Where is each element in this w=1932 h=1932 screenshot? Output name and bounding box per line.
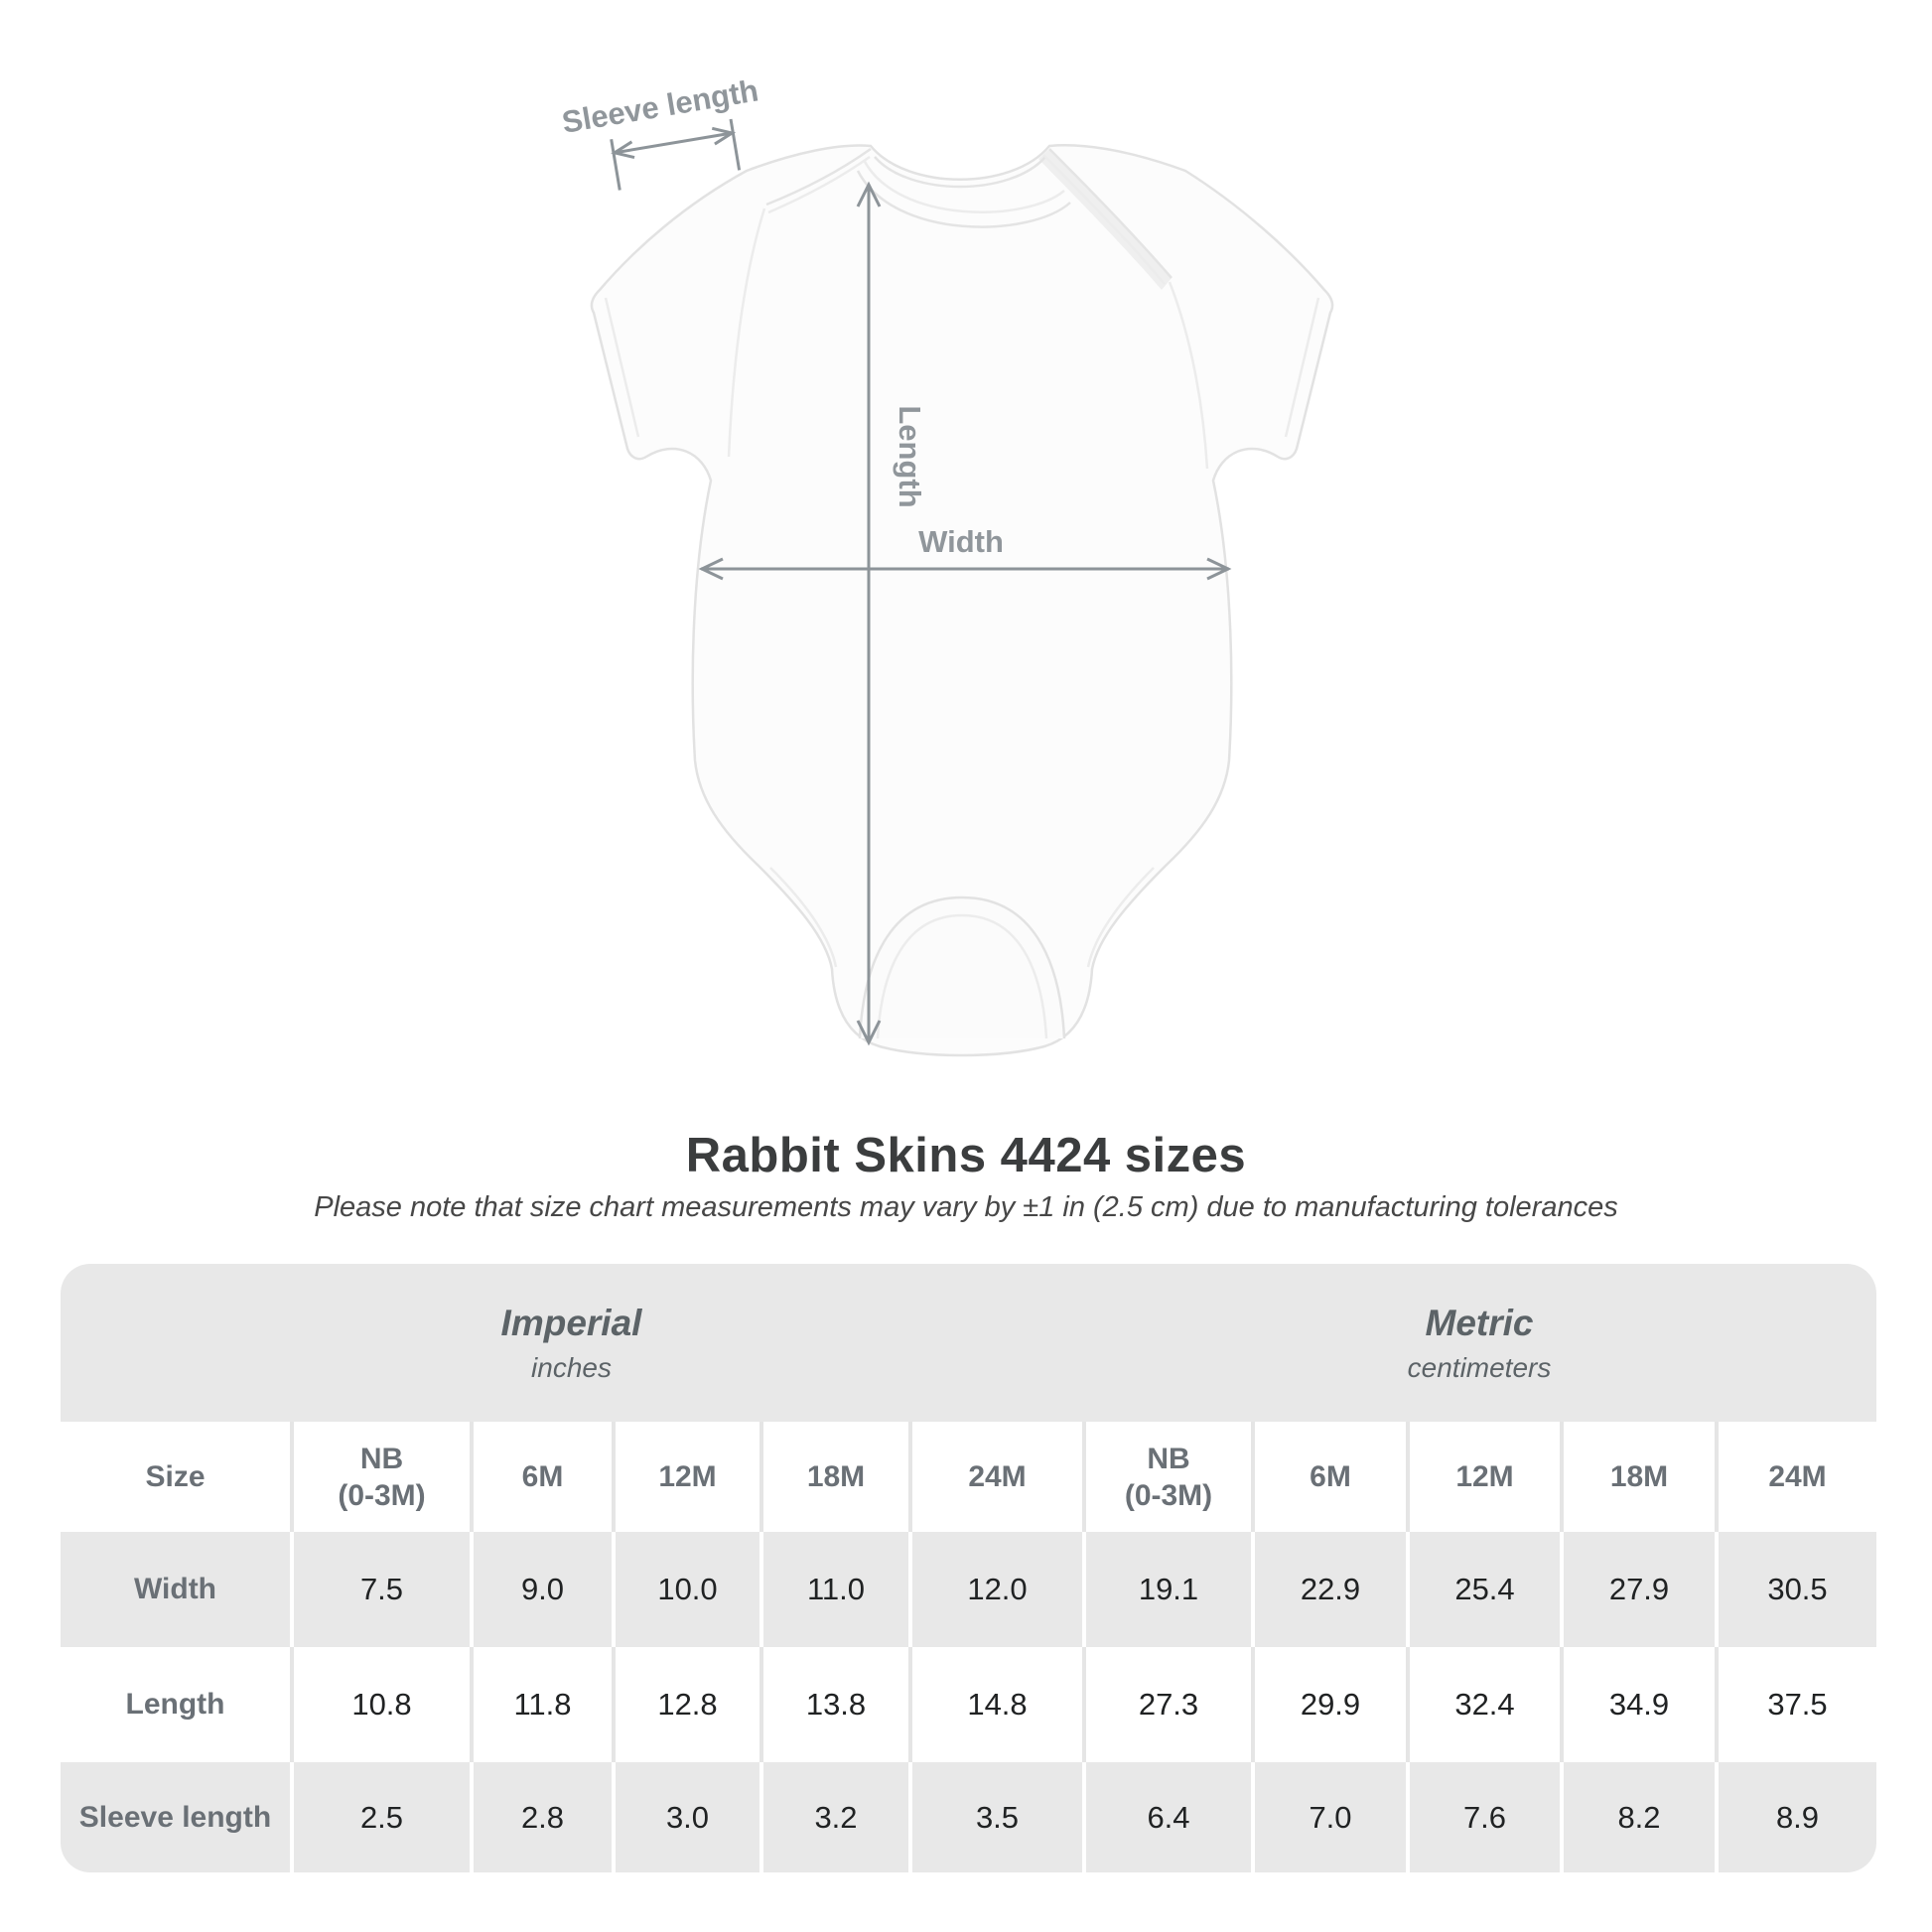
col-header-24m-metric [1715,1422,1876,1532]
col-header-label: 24M [968,1460,1027,1493]
value-cell [1715,1647,1876,1762]
metric-section-header [1082,1264,1876,1422]
row-label-text: Sleeve length [78,1800,272,1834]
imperial-section-header [61,1264,1082,1422]
value-text: 3.2 [814,1799,858,1835]
value-cell [1082,1647,1251,1762]
col-header-6m-metric [1251,1422,1406,1532]
value-cell [470,1762,612,1872]
metric-section-title: Metric [1425,1302,1534,1343]
value-text: 11.0 [806,1572,866,1606]
value-text: 2.5 [359,1799,404,1835]
value-text: 9.0 [520,1572,565,1606]
col-header-line2: (0-3M) [1124,1478,1213,1512]
value-cell [612,1647,759,1762]
value-cell [759,1532,908,1647]
value-cell [759,1647,908,1762]
value-text: 32.4 [1454,1687,1515,1722]
value-cell [470,1647,612,1762]
size-column-header [61,1422,290,1532]
col-header-12m-metric [1406,1422,1560,1532]
value-text: 10.0 [657,1572,718,1606]
value-text: 29.9 [1300,1687,1361,1722]
value-cell [290,1647,470,1762]
value-cell [612,1762,759,1872]
imperial-section-title: Imperial [500,1302,642,1343]
value-text: 11.8 [513,1687,572,1722]
col-header-label: 18M [806,1460,866,1493]
value-text: 27.9 [1608,1572,1670,1606]
tolerance-note: Please note that size chart measurements may vary by ±1 in (2.5 cm) due to manufacturing tolerances [314,1191,1618,1223]
value-cell [1715,1762,1876,1872]
col-header-12m-imperial [612,1422,759,1532]
col-header-label: 6M [1310,1460,1351,1493]
value-cell [290,1532,470,1647]
col-header-label: 12M [1455,1460,1514,1493]
value-cell [1251,1647,1406,1762]
bodysuit-illustration [592,145,1332,1055]
size-table [61,1264,1876,1872]
col-header-label: 24M [1768,1460,1827,1493]
value-cell [1082,1532,1251,1647]
col-header-nb-imperial [290,1422,470,1532]
value-text: 37.5 [1767,1687,1828,1722]
value-text: 25.4 [1454,1572,1515,1606]
value-text: 7.6 [1462,1799,1507,1835]
col-header-label: 6M [521,1460,564,1493]
value-text: 30.5 [1767,1572,1828,1606]
sleeve-length-label: Sleeve length [559,72,761,140]
value-cell [612,1532,759,1647]
value-text: 2.8 [520,1799,565,1835]
value-text: 12.8 [657,1687,718,1722]
value-cell [908,1762,1082,1872]
value-text: 13.8 [805,1687,867,1722]
row-label-text: Width [133,1573,217,1605]
value-cell [1251,1762,1406,1872]
size-header-label: Size [145,1460,206,1493]
value-text: 3.5 [975,1799,1020,1835]
col-header-24m-imperial [908,1422,1082,1532]
value-text: 22.9 [1300,1572,1361,1606]
row-label-text: Length [125,1688,225,1721]
value-cell [1715,1532,1876,1647]
value-cell [1082,1762,1251,1872]
value-text: 34.9 [1608,1687,1670,1722]
value-text: 27.3 [1138,1687,1199,1722]
col-header-nb-metric [1082,1422,1251,1532]
value-cell [1406,1762,1560,1872]
value-cell [1406,1532,1560,1647]
row-label-length [61,1647,290,1762]
col-header-label: 18M [1609,1460,1669,1493]
value-cell [908,1532,1082,1647]
value-cell [1406,1647,1560,1762]
value-cell [1251,1532,1406,1647]
col-header-18m-metric [1560,1422,1715,1532]
page-title: Rabbit Skins 4424 sizes [685,1129,1247,1182]
length-label: Length [893,405,927,508]
imperial-section-unit: inches [531,1351,612,1383]
value-text: 14.8 [967,1687,1028,1722]
value-cell [1560,1762,1715,1872]
col-header-label: 12M [658,1460,717,1493]
col-header-18m-imperial [759,1422,908,1532]
col-header-line1: NB [359,1442,404,1475]
col-header-line1: NB [1147,1442,1190,1475]
col-header-6m-imperial [470,1422,612,1532]
width-label: Width [918,524,1004,559]
value-text: 8.2 [1617,1799,1661,1835]
value-text: 7.5 [359,1572,404,1606]
row-label-width [61,1532,290,1647]
value-cell [908,1647,1082,1762]
row-label-sleeve-length [61,1762,290,1872]
value-cell [1560,1532,1715,1647]
value-text: 8.9 [1775,1799,1820,1835]
value-cell [1560,1647,1715,1762]
value-text: 7.0 [1309,1799,1352,1835]
col-header-line2: (0-3M) [338,1478,426,1512]
value-text: 19.1 [1138,1572,1199,1606]
value-cell [759,1762,908,1872]
metric-section-unit: centimeters [1407,1351,1552,1383]
value-cell [470,1532,612,1647]
value-text: 12.0 [967,1572,1028,1606]
value-text: 6.4 [1147,1799,1190,1835]
value-text: 10.8 [351,1687,412,1722]
value-cell [290,1762,470,1872]
value-text: 3.0 [665,1799,710,1835]
